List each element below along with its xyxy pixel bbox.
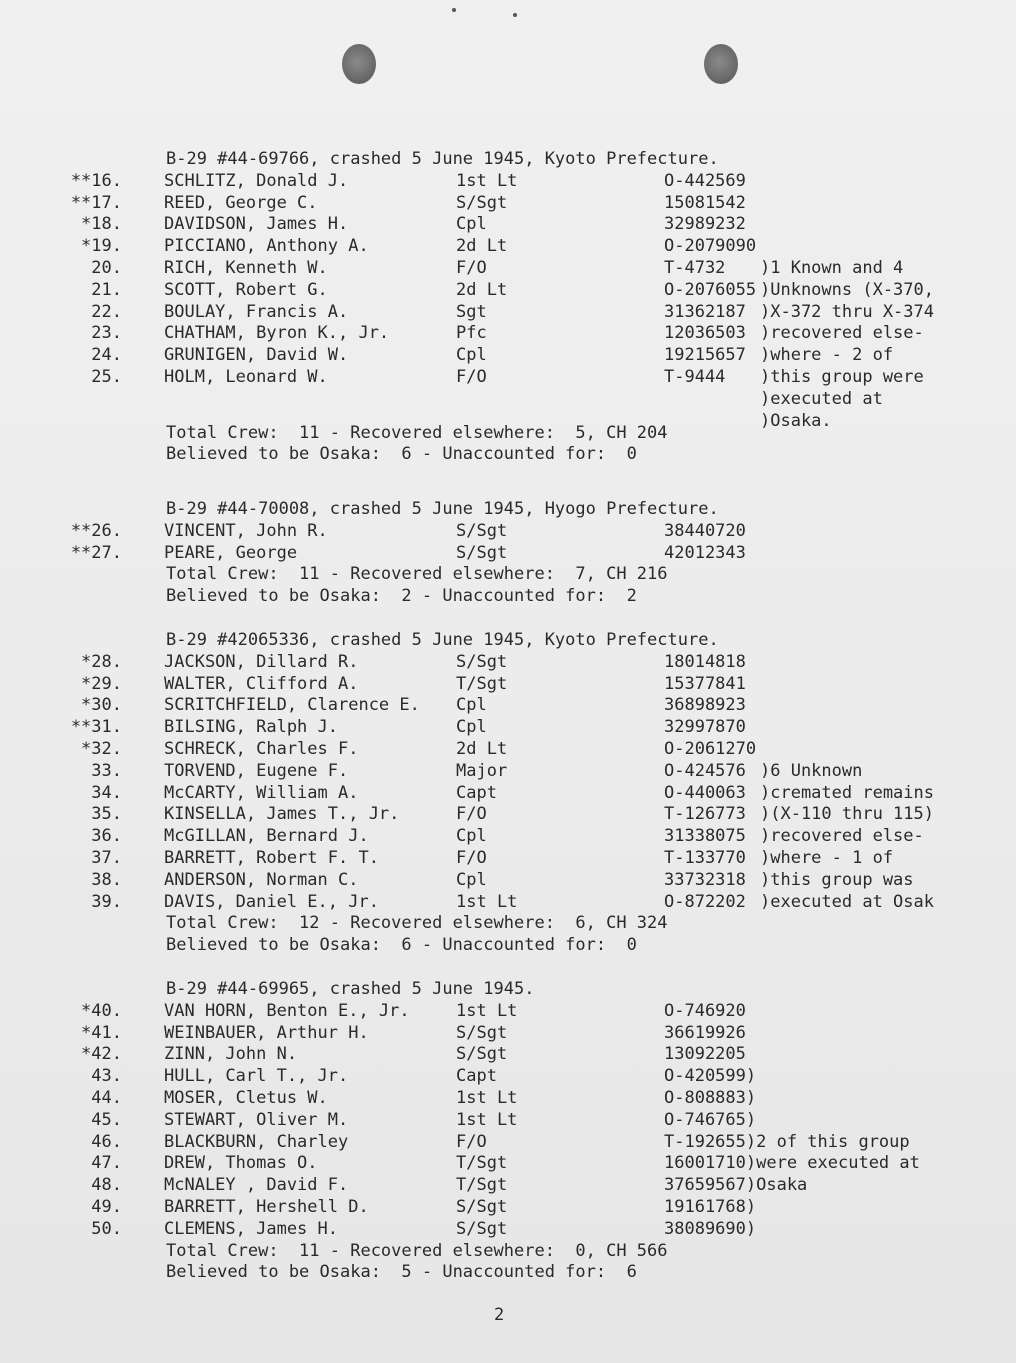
crew-rank: Cpl <box>456 214 487 235</box>
crew-serial: 15081542 <box>664 192 746 213</box>
crew-rank: Cpl <box>456 869 487 890</box>
crew-rank: 2d Lt <box>456 739 508 759</box>
crash-header: B-29 #44-69965, crashed 5 June 1945. <box>166 979 535 999</box>
crew-number: *30. <box>81 695 122 716</box>
crew-note: )where - 2 of <box>760 345 894 366</box>
crew-serial: 31362187 <box>664 301 746 322</box>
crew-serial: 19215657 <box>664 345 746 366</box>
crew-rank: T/Sgt <box>456 1175 508 1196</box>
crew-rank: S/Sgt <box>456 1218 508 1239</box>
crew-serial: T-192655)2 of this group <box>664 1131 910 1152</box>
crew-note: )executed at Osak <box>760 891 934 912</box>
crew-serial: O-872202 <box>664 891 746 912</box>
crew-serial: 38440720 <box>664 520 746 541</box>
crew-number: 23. <box>91 323 122 344</box>
believed-osaka: Believed to be Osaka: 6 - Unaccounted for: 0 <box>166 935 637 956</box>
crew-serial: 31338075 <box>664 826 746 847</box>
crew-number: 43. <box>91 1066 122 1087</box>
believed-osaka: Believed to be Osaka: 6 - Unaccounted for: 0 <box>166 444 637 465</box>
crew-name: GRUNIGEN, David W. <box>164 345 349 366</box>
crew-serial: 32997870 <box>664 717 746 738</box>
crew-number: 49. <box>91 1197 122 1217</box>
crew-rank: F/O <box>456 1131 487 1152</box>
crew-rank: 1st Lt <box>456 1109 518 1130</box>
crew-serial: 37659567)Osaka <box>664 1175 808 1196</box>
crew-name: BARRETT, Hershell D. <box>164 1197 369 1217</box>
crew-number: *41. <box>81 1022 122 1043</box>
punch-hole-left <box>342 44 376 84</box>
crew-name: McGILLAN, Bernard J. <box>164 826 369 847</box>
crew-serial: O-2079090 <box>664 236 757 257</box>
crew-number: 24. <box>91 345 122 366</box>
crew-serial: O-420599) <box>664 1066 757 1087</box>
crew-note: )cremated remains <box>760 782 934 803</box>
crew-name: SCOTT, Robert G. <box>164 279 328 300</box>
crew-name: WEINBAUER, Arthur H. <box>164 1022 369 1043</box>
crew-rank: Major <box>456 760 508 781</box>
crew-note: )6 Unknown <box>760 760 863 781</box>
crew-serial: O-2061270 <box>664 739 757 759</box>
crew-number: 22. <box>91 301 122 322</box>
crew-name: TORVEND, Eugene F. <box>164 760 349 781</box>
crew-number: *28. <box>81 651 122 672</box>
crew-serial: O-442569 <box>664 170 746 191</box>
crew-number: *32. <box>81 739 122 759</box>
crew-name: HOLM, Leonard W. <box>164 367 328 387</box>
crew-serial: O-746765) <box>664 1109 757 1130</box>
crew-number: *40. <box>81 1000 122 1021</box>
crew-serial: O-746920 <box>664 1000 746 1021</box>
crew-number: **17. <box>70 192 122 213</box>
crew-number: 50. <box>91 1218 122 1239</box>
crew-rank: S/Sgt <box>456 192 508 213</box>
crew-name: DAVIDSON, James H. <box>164 214 349 235</box>
crew-name: ANDERSON, Norman C. <box>164 869 359 890</box>
crew-serial: O-440063 <box>664 782 746 803</box>
crew-number: 39. <box>91 891 122 912</box>
crew-serial: 13092205 <box>664 1044 746 1065</box>
crew-serial: T-9444 <box>664 367 726 387</box>
crew-rank: F/O <box>456 848 487 868</box>
crew-number: 37. <box>91 848 122 868</box>
crew-name: BOULAY, Francis A. <box>164 301 349 322</box>
crew-name: REED, George C. <box>164 192 318 213</box>
crew-rank: 2d Lt <box>456 279 508 300</box>
believed-osaka: Believed to be Osaka: 5 - Unaccounted for: 6 <box>166 1262 637 1283</box>
crew-serial: 42012343 <box>664 542 746 563</box>
crew-rank: F/O <box>456 804 487 825</box>
crew-serial: 36619926 <box>664 1022 746 1043</box>
crew-number: 36. <box>91 826 122 847</box>
crew-rank: S/Sgt <box>456 1044 508 1065</box>
crew-note: )where - 1 of <box>760 848 894 868</box>
crew-rank: S/Sgt <box>456 651 508 672</box>
crew-rank: Capt <box>456 782 497 803</box>
crew-number: **27. <box>70 542 122 563</box>
punch-hole-right <box>704 44 738 84</box>
crew-number: 25. <box>91 367 122 387</box>
crew-serial: T-4732 <box>664 258 726 278</box>
crew-name: JACKSON, Dillard R. <box>164 651 359 672</box>
crew-rank: Cpl <box>456 717 487 738</box>
crew-rank: 2d Lt <box>456 236 508 257</box>
crew-rank: Cpl <box>456 345 487 366</box>
crew-name: SCHLITZ, Donald J. <box>164 170 349 191</box>
crew-rank: S/Sgt <box>456 1197 508 1217</box>
crash-header: B-29 #42065336, crashed 5 June 1945, Kyoto Prefecture. <box>166 630 719 650</box>
crew-note: )recovered else- <box>760 323 924 344</box>
crew-rank: T/Sgt <box>456 1153 508 1174</box>
crew-name: RICH, Kenneth W. <box>164 258 328 278</box>
crew-serial: O-424576 <box>664 760 746 781</box>
crew-name: MOSER, Cletus W. <box>164 1088 328 1108</box>
crew-note: )this group were <box>760 367 924 387</box>
crew-name: ZINN, John N. <box>164 1044 298 1065</box>
crew-note: )recovered else- <box>760 826 924 847</box>
crew-serial: O-808883) <box>664 1088 757 1108</box>
crew-note: )1 Known and 4 <box>760 258 904 278</box>
crew-number: 45. <box>91 1109 122 1130</box>
crew-note: )X-372 thru X-374 <box>760 301 934 322</box>
crew-serial: 19161768) <box>664 1197 757 1217</box>
total-crew: Total Crew: 11 - Recovered elsewhere: 0, CH 566 <box>166 1240 668 1261</box>
crew-rank: S/Sgt <box>456 1022 508 1043</box>
crew-number: **31. <box>70 717 122 738</box>
crew-name: DREW, Thomas O. <box>164 1153 318 1174</box>
crew-rank: T/Sgt <box>456 673 508 694</box>
crew-number: 20. <box>91 258 122 278</box>
crew-serial: 33732318 <box>664 869 746 890</box>
crash-header: B-29 #44-69766, crashed 5 June 1945, Kyoto Prefecture. <box>166 149 719 169</box>
crew-name: CHATHAM, Byron K., Jr. <box>164 323 390 344</box>
crew-name: WALTER, Clifford A. <box>164 673 359 694</box>
crew-name: DAVIS, Daniel E., Jr. <box>164 891 379 912</box>
crew-number: **26. <box>70 520 122 541</box>
crew-rank: F/O <box>456 367 487 387</box>
crew-number: 34. <box>91 782 122 803</box>
crew-name: STEWART, Oliver M. <box>164 1109 349 1130</box>
paper-speck <box>513 13 517 17</box>
crew-number: 46. <box>91 1131 122 1152</box>
crew-note: )Unknowns (X-370, <box>760 279 934 300</box>
crew-number: *42. <box>81 1044 122 1065</box>
crew-rank: S/Sgt <box>456 542 508 563</box>
crew-number: 47. <box>91 1153 122 1174</box>
crew-serial: 32989232 <box>664 214 746 235</box>
crew-rank: Capt <box>456 1066 497 1087</box>
crew-rank: Sgt <box>456 301 487 322</box>
crew-name: KINSELLA, James T., Jr. <box>164 804 400 825</box>
crew-note: )(X-110 thru 115) <box>760 804 934 825</box>
crew-number: **16. <box>70 170 122 191</box>
crew-name: VINCENT, John R. <box>164 520 328 541</box>
crew-name: BILSING, Ralph J. <box>164 717 338 738</box>
crew-name: SCRITCHFIELD, Clarence E. <box>164 695 420 716</box>
crew-name: BLACKBURN, Charley <box>164 1131 349 1152</box>
crew-rank: 1st Lt <box>456 891 518 912</box>
crew-name: PICCIANO, Anthony A. <box>164 236 369 257</box>
crew-note: )executed at <box>760 388 883 409</box>
crew-serial: 12036503 <box>664 323 746 344</box>
crew-name: CLEMENS, James H. <box>164 1218 338 1239</box>
crew-note: )Osaka. <box>760 410 832 431</box>
crew-rank: F/O <box>456 258 487 278</box>
page-number: 2 <box>494 1305 505 1325</box>
crew-rank: 1st Lt <box>456 1088 518 1108</box>
crew-number: *18. <box>81 214 122 235</box>
crew-serial: T-126773 <box>664 804 746 825</box>
crew-serial: T-133770 <box>664 848 746 868</box>
crew-number: 44. <box>91 1088 122 1108</box>
total-crew: Total Crew: 11 - Recovered elsewhere: 5, CH 204 <box>166 422 668 443</box>
crew-note: )this group was <box>760 869 914 890</box>
crew-rank: Cpl <box>456 826 487 847</box>
total-crew: Total Crew: 12 - Recovered elsewhere: 6, CH 324 <box>166 913 668 934</box>
believed-osaka: Believed to be Osaka: 2 - Unaccounted for: 2 <box>166 586 637 607</box>
crew-serial: O-2076055 <box>664 279 757 300</box>
crew-rank: Pfc <box>456 323 487 344</box>
crew-number: 38. <box>91 869 122 890</box>
crew-rank: Cpl <box>456 695 487 716</box>
crew-serial: 16001710)were executed at <box>664 1153 920 1174</box>
crew-rank: 1st Lt <box>456 1000 518 1021</box>
crew-name: VAN HORN, Benton E., Jr. <box>164 1000 410 1021</box>
crew-number: 33. <box>91 760 122 781</box>
crew-number: 21. <box>91 279 122 300</box>
crew-serial: 18014818 <box>664 651 746 672</box>
crew-name: PEARE, George <box>164 542 298 563</box>
crew-name: BARRETT, Robert F. T. <box>164 848 379 868</box>
crew-name: McNALEY , David F. <box>164 1175 349 1196</box>
crash-header: B-29 #44-70008, crashed 5 June 1945, Hyogo Prefecture. <box>166 499 719 519</box>
crew-rank: 1st Lt <box>456 170 518 191</box>
crew-number: *29. <box>81 673 122 694</box>
crew-number: *19. <box>81 236 122 257</box>
crew-name: HULL, Carl T., Jr. <box>164 1066 349 1087</box>
crew-serial: 36898923 <box>664 695 746 716</box>
crew-serial: 15377841 <box>664 673 746 694</box>
total-crew: Total Crew: 11 - Recovered elsewhere: 7, CH 216 <box>166 564 668 585</box>
crew-name: McCARTY, William A. <box>164 782 359 803</box>
crew-number: 48. <box>91 1175 122 1196</box>
crew-serial: 38089690) <box>664 1218 757 1239</box>
crew-number: 35. <box>91 804 122 825</box>
paper-speck <box>452 8 456 12</box>
crew-rank: S/Sgt <box>456 520 508 541</box>
crew-name: SCHRECK, Charles F. <box>164 739 359 759</box>
